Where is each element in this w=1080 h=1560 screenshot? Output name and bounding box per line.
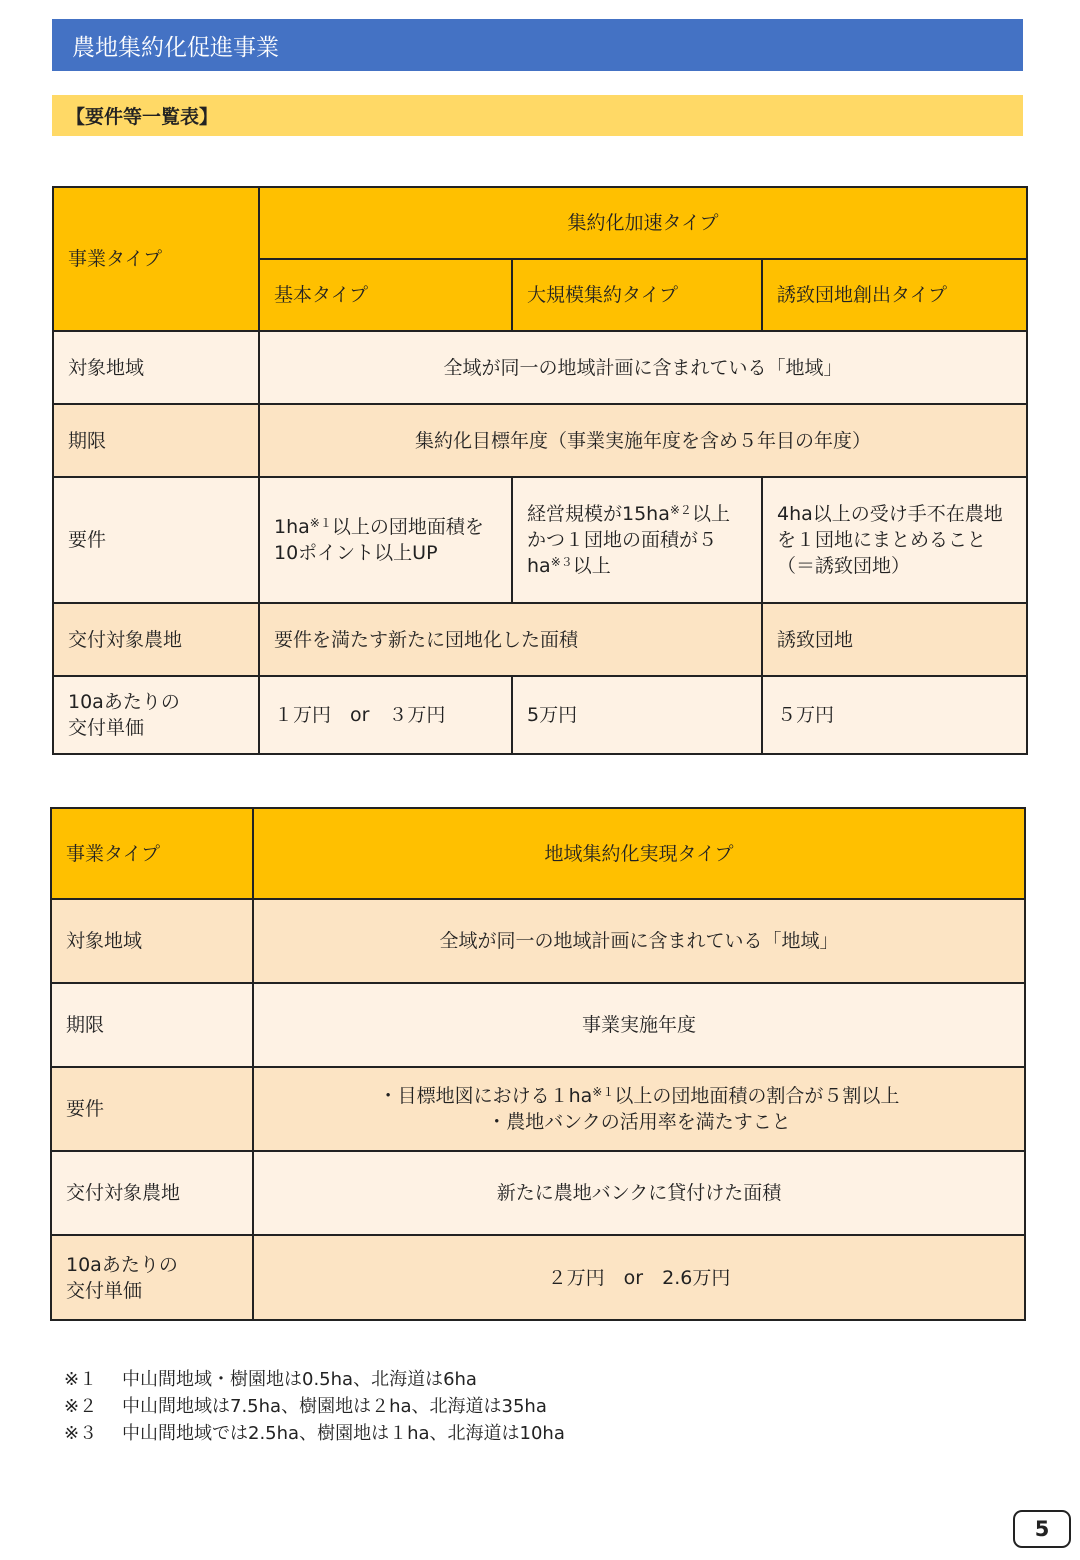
area-value: 全域が同一の地域計画に含まれている「地域」 [259,331,1027,404]
group-header: 集約化加速タイプ [259,187,1027,259]
target-land-value: 新たに農地バンクに貸付けた面積 [253,1151,1025,1235]
area-label: 対象地域 [53,331,259,404]
deadline-label: 期限 [51,983,253,1067]
deadline-value: 事業実施年度 [253,983,1025,1067]
deadline-value: 集約化目標年度（事業実施年度を含め５年目の年度） [259,404,1027,477]
type-value: 地域集約化実現タイプ [253,808,1025,899]
target-land-value: 要件を満たす新たに団地化した面積 [259,603,762,676]
unit-price-label: 10aあたりの 交付単価 [53,676,259,754]
area-label: 対象地域 [51,899,253,983]
acceleration-type-table [52,186,1028,755]
deadline-label: 期限 [53,404,259,477]
requirement-large-scale: 経営規模が$15ha^{※2}$以上かつ１団地の面積が$5ha^{※3}$以上 [512,477,762,603]
unit-price-attraction: ５万円 [762,676,1027,754]
column-header-attraction: 誘致団地創出タイプ [762,259,1027,331]
unit-price-label: 10aあたりの 交付単価 [51,1235,253,1320]
target-land-label: 交付対象農地 [53,603,259,676]
target-land-label: 交付対象農地 [51,1151,253,1235]
requirement-label: 要件 [51,1067,253,1151]
column-header-basic: 基本タイプ [259,259,512,331]
requirement-label: 要件 [53,477,259,603]
section-heading: 【要件等一覧表】 [52,95,1023,136]
unit-price-value: ２万円 or 2.6万円 [253,1235,1025,1320]
footnotes [64,1366,565,1447]
requirement-attraction: 4ha以上の受け手不在農地を１団地にまとめること（＝誘致団地） [762,477,1027,603]
regional-type-table [50,807,1026,1321]
column-header-large-scale: 大規模集約タイプ [512,259,762,331]
type-label: 事業タイプ [53,187,259,331]
requirement-value: ・目標地図における$1ha^{※1}$以上の団地面積の割合が５割以上 ・農地バンクの活用率を満たすこと [253,1067,1025,1151]
requirement-basic: $1ha^{※1}$以上の団地面積を10ポイント以上UP [259,477,512,603]
type-label: 事業タイプ [51,808,253,899]
footnote: ※３ 中山間地域では2.5ha、樹園地は１ha、北海道は10ha [64,1423,565,1444]
unit-price-large-scale: 5万円 [512,676,762,754]
footnote: ※１ 中山間地域・樹園地は0.5ha、北海道は6ha [64,1369,477,1390]
page-number: 5 [1013,1510,1071,1548]
area-value: 全域が同一の地域計画に含まれている「地域」 [253,899,1025,983]
footnote: ※２ 中山間地域は7.5ha、樹園地は２ha、北海道は35ha [64,1396,547,1417]
target-land-attraction: 誘致団地 [762,603,1027,676]
page-title: 農地集約化促進事業 [52,19,1023,71]
unit-price-basic: １万円 or ３万円 [259,676,512,754]
